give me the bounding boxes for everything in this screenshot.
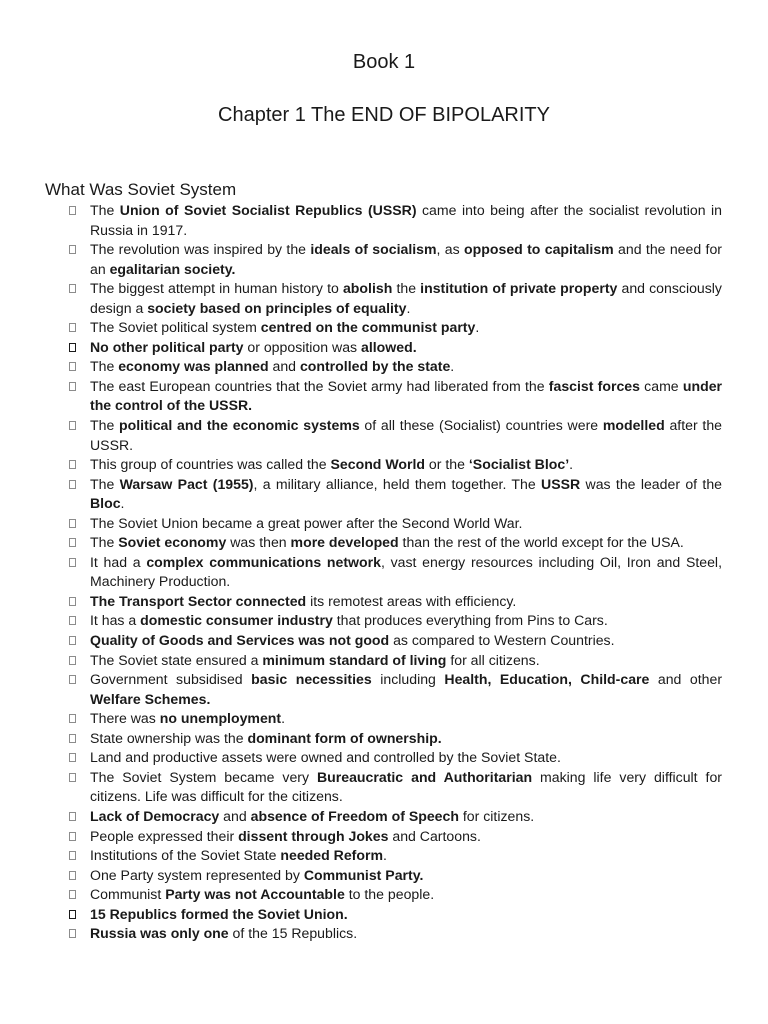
bold-text: allowed. [361,338,417,355]
text: for citizens. [458,807,535,824]
bullet-box-icon [69,714,76,723]
text: The [90,202,120,218]
text: and [268,358,300,375]
text: . [569,456,574,473]
list-item [69,729,722,749]
text: The [90,358,119,375]
list-item [69,631,722,651]
bold-text: absence of Freedom of Speech [250,807,459,824]
text: This group of countries was called the [90,456,331,473]
bold-text: Lack of Democracy [90,807,220,824]
bullet-box-icon [69,597,76,606]
text: of all these (Socialist) countries were [359,417,603,434]
bold-text: dominant form of ownership. [247,729,442,746]
text: was then [226,534,291,551]
text: The Soviet political system [90,319,261,336]
bold-text: Union of Soviet Socialist Republics (USSR) [119,202,417,218]
bold-text: Russia was only one [90,925,229,942]
list-item [69,885,722,905]
text: The revolution was inspired by the [90,241,311,258]
text: , a military alliance, held them together. The [253,475,542,492]
list-item [69,455,722,475]
bold-text: fascist forces [548,377,640,394]
text: the [392,280,421,297]
list-item [69,377,722,416]
bullet-box-icon [69,558,76,567]
text: or the [425,456,469,473]
bold-text: no unemployment [159,710,282,727]
bold-text: political and the economic systems [119,417,360,434]
text: its remotest areas with efficiency. [306,592,517,609]
text: It has a [90,612,141,629]
list-item [69,827,722,847]
text: The Soviet System became very [90,768,317,785]
list-item [69,592,722,612]
bold-text: Communist Party. [303,866,424,883]
list-item [69,553,722,592]
text: One Party system represented by [90,866,304,883]
bold-text: Soviet economy [118,534,227,551]
bold-text: institution of private property [420,280,618,297]
bold-text: Second World [330,456,426,473]
bullet-box-icon [69,284,76,293]
bullet-box-icon [69,323,76,332]
text: The [90,417,120,434]
list-item [69,338,722,358]
bullet-box-icon [69,871,76,880]
text: The [90,475,120,492]
bold-text: egalitarian society. [109,260,236,277]
list-item [69,709,722,729]
list-item [69,514,722,534]
bold-text: Warsaw Pact (1955) [119,475,254,492]
bold-text: Quality of Goods and Services was not good [90,632,390,649]
bold-text: Bureaucratic and Authoritarian [316,768,533,785]
bold-text: Welfare Schemes. [90,690,211,707]
bold-text: opposed to capitalism [464,241,614,258]
list-item [69,846,722,866]
list-item [69,201,722,240]
text: of the 15 Republics. [228,925,358,942]
text: was the leader of the [580,475,723,492]
bullet-box-icon [69,812,76,821]
bullet-box-icon [69,929,76,938]
bold-text: The Transport Sector connected [90,592,307,609]
bullet-box-icon [69,421,76,430]
bullet-box-icon [69,851,76,860]
text: after the USSR. [90,417,723,453]
text: State ownership was the [90,729,248,746]
bold-text: dissent through Jokes [238,827,389,844]
list-item [69,866,722,886]
bold-text: modelled [602,417,665,434]
bold-text: complex communications network [146,553,381,570]
text: There was [90,710,160,727]
bullet-box-icon [69,675,76,684]
bold-text: needed Reform [280,847,383,864]
text: Government subsidised [90,671,252,688]
bold-text: Health, Education, Child-care [444,671,650,688]
bullet-box-icon [69,480,76,489]
text: , vast energy resources including Oil, Iron and Steel, Machinery Production. [90,553,722,590]
bold-text: under the control of the USSR. [90,377,723,414]
bold-text: domestic consumer industry [140,612,333,629]
bullet-box-icon [69,343,76,352]
bold-text: controlled by the state [299,358,451,375]
text: and consciously design a [90,280,722,316]
text: The Soviet Union became a great power after the Second World War. [90,514,523,531]
list-item [69,651,722,671]
bullet-box-icon [69,206,76,215]
text: for all citizens. [446,651,540,668]
text: People expressed their [90,827,239,844]
bullet-box-icon [69,832,76,841]
bold-text: USSR [541,475,581,492]
text: and other [649,671,723,688]
bold-text: society based on principles of equality [147,299,407,316]
text: or opposition was [243,338,361,355]
text: It had a [90,553,147,570]
page-title: Book 1 [352,51,416,73]
text: including [371,671,445,688]
section-heading: What Was Soviet System [45,180,237,199]
bold-text: economy was planned [118,358,269,375]
bullet-box-icon [69,636,76,645]
bullet-box-icon [69,616,76,625]
text: came into being after the socialist revolution in Russia in 1917. [90,202,723,238]
bold-text: basic necessities [251,671,372,688]
text: The biggest attempt in human history to [90,280,343,297]
list-item [69,475,722,514]
text: came [639,377,683,394]
list-item [69,416,722,455]
text: . [450,358,455,375]
bullet-box-icon [69,890,76,899]
list-item [69,670,722,709]
text: Communist [90,886,166,903]
text: The Soviet state ensured a [90,651,263,668]
list-item [69,318,722,338]
list-item [69,611,722,631]
text: and the need for an [90,241,722,277]
text: as compared to Western Countries. [389,632,615,649]
bullet-box-icon [69,656,76,665]
text: The east European countries that the Soviet army had liberated from the [90,377,549,394]
bullet-box-icon [69,382,76,391]
text: and Cartoons. [388,827,481,844]
text: The [90,534,119,551]
text: . [382,847,387,864]
text: and [219,807,251,824]
bold-text: Party was not Accountable [165,886,345,903]
bold-text: centred on the communist party [260,319,476,336]
text: . [475,319,480,336]
list-item [69,807,722,827]
list-item [69,240,722,279]
text: . [120,495,125,512]
text: than the rest of the world except for the USA. [398,534,684,551]
list-item [69,279,722,318]
text: . [406,299,411,316]
bullet-box-icon [69,362,76,371]
bullet-box-icon [69,734,76,743]
text: . [281,710,286,727]
bullet-box-icon [69,773,76,782]
bold-text: 15 Republics formed the Soviet Union. [90,905,348,922]
bold-text: more developed [290,534,399,551]
bullet-box-icon [69,460,76,469]
list-item [69,924,722,944]
list-item [69,533,722,553]
bullet-box-icon [69,753,76,762]
bold-text: ideals of socialism [310,241,437,258]
list-item [69,357,722,377]
list-item [69,905,722,925]
text: Land and productive assets were owned and controlled by the Soviet State. [90,749,561,766]
bullet-box-icon [69,910,76,919]
bold-text: ‘Socialist Bloc’ [468,456,570,473]
list-item [69,748,722,768]
bullet-list [69,201,722,944]
chapter-title: Chapter 1 The END OF BIPOLARITY [218,104,550,126]
bold-text: abolish [342,280,393,297]
bullet-box-icon [69,245,76,254]
text: to the people. [344,886,435,903]
bullet-box-icon [69,538,76,547]
text: making life very difficult for citizens. Life was difficult for the citizens. [90,768,722,805]
bold-text: Bloc [90,495,121,512]
bold-text: No other political party [90,338,244,355]
text: Institutions of the Soviet State [90,847,281,864]
bullet-box-icon [69,519,76,528]
text: , as [436,241,465,258]
bold-text: minimum standard of living [262,651,447,668]
text: that produces everything from Pins to Cars. [332,612,608,629]
list-item [69,768,722,807]
